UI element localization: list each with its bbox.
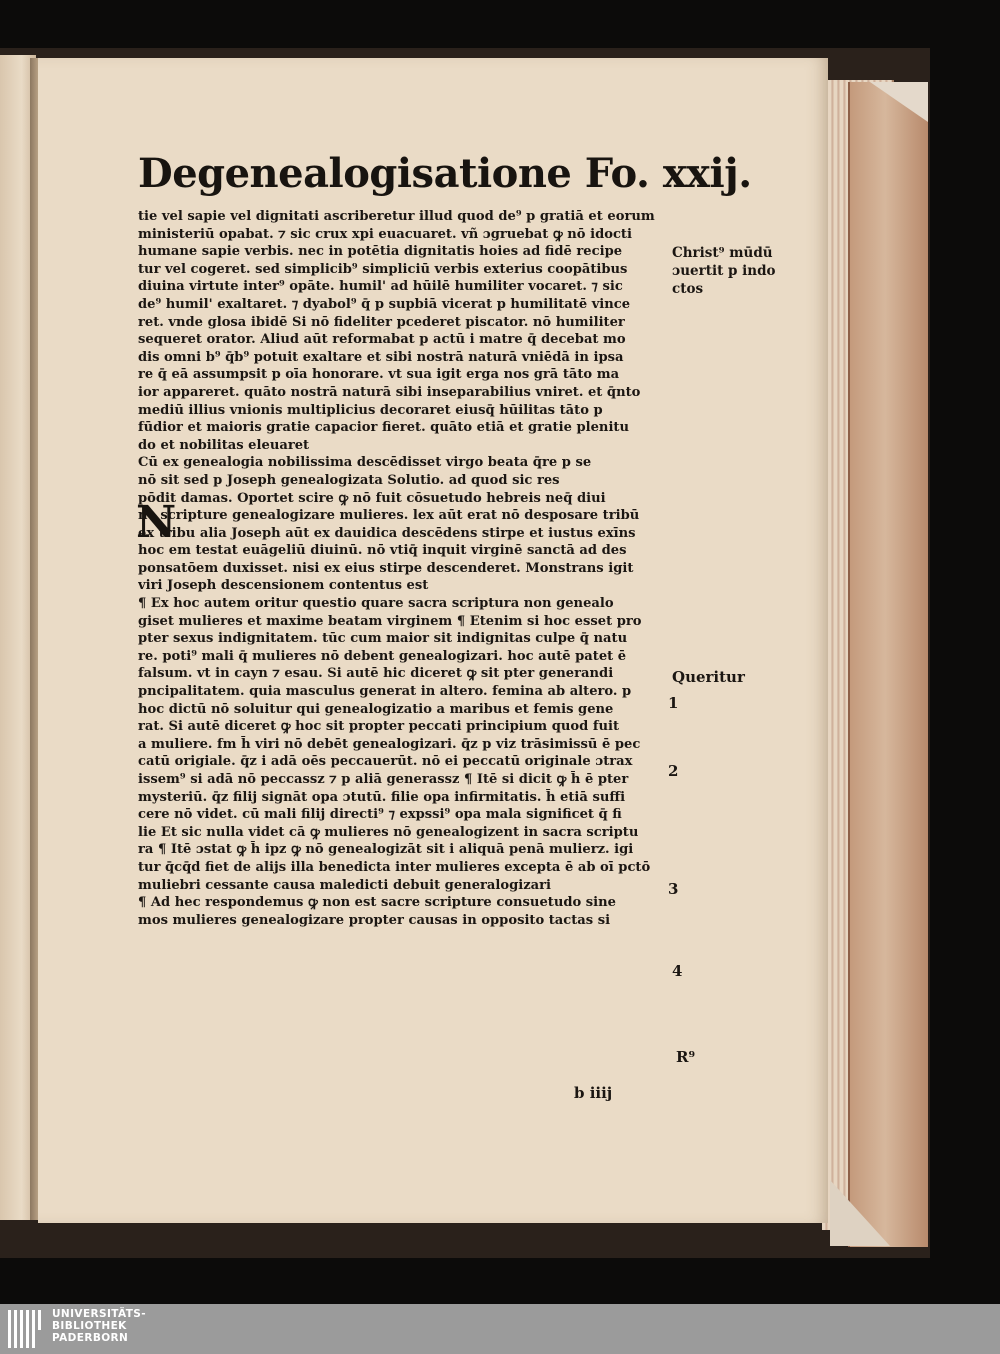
text-line: cere nō videt. cū mali filij directi⁹ ⁊ expssi⁹ opa mala significet q̄ fi [138, 807, 622, 823]
vellum-cover [848, 82, 928, 1247]
text-line: mediū illius vnionis multiplicius decoraret eiusq̄ hūilitas tāto p [138, 402, 603, 418]
text-line: do et nobilitas eleuaret [138, 437, 310, 453]
paragraph-4 [138, 894, 664, 929]
text-line: Cū ex genealogia nobilissima descēdisset virgo beata q̄re p se [138, 455, 592, 471]
drop-initial: N [136, 497, 177, 548]
text-line: humane sapie verbis. nec in potētia dignitatis hoies ad fidē recipe [138, 244, 623, 260]
text-line: catū origiale. q̄z i adā oēs peccauerūt. nō ei peccatū originale ɔtrax [138, 754, 633, 770]
footer-bar [0, 1304, 1000, 1354]
paragraph-2 [138, 454, 664, 595]
text-line: hoc em testat euāgeliū diuinū. nō vtiq̄ inquit virginē sanctā ad des [138, 543, 627, 559]
text-line: tie vel sapie vel dignitati ascriberetur illud quod de⁹ p gratiā et eorum [138, 209, 655, 224]
text-line: pōdit damas. Oportet scire ꝙ nō fuit cōsuetudo hebreis neq̄ diui [138, 490, 606, 506]
text-line: re q̄ eā assumpsit p oīa honorare. vt sua igit erga nos grā tāto ma [138, 367, 620, 383]
text-line: ex tribu alia Joseph aūt ex dauidica descēdens stirpe et iustus exīns [138, 525, 636, 541]
library-name-line: UNIVERSITÄTS- [52, 1308, 147, 1320]
text-line: muliebri cessante causa maledicti debuit generalogizari [138, 877, 552, 893]
text-line: tur q̄cq̄d fiet de alijs illa benedicta inter mulieres excepta ē ab oī pctō [138, 859, 651, 875]
library-name [52, 1308, 146, 1344]
text-line: ne scripture genealogizare mulieres. lex aūt erat nō desposare tribū [138, 508, 640, 524]
gloss-line: ɔuertit p indo [672, 263, 776, 279]
text-line: nō sit sed p Joseph genealogizata Solutio. ad quod sic res [138, 472, 560, 488]
text-line: fūdior et maioris gratie capacior fieret. quāto etiā et gratie plenitu [138, 420, 629, 436]
marginal-number-3: 3 [668, 880, 679, 898]
text-line: viri Joseph descensionem contentus est [138, 578, 429, 594]
text-line: giset mulieres et maxime beatam virginem ¶ Etenim si hoc esset pro [138, 613, 642, 629]
text-line: dis omni b⁹ q̄b⁹ potuit exaltare et sibi nostrā naturā vniēdā in ipsa [138, 349, 624, 365]
running-head: Degenealogisatione Fo. xxij. [138, 150, 752, 197]
text-line: lie Et sic nulla videt cā ꝙ mulieres nō genealogizent in sacra scriptu [138, 824, 639, 840]
paragraph-3 [138, 595, 664, 894]
gloss-line: ctos [672, 281, 704, 297]
text-line: de⁹ humil' exaltaret. ⁊ dyabol⁹ q̄ p supbiā vicerat p humilitatē vince [138, 296, 631, 312]
gloss-line: Christ⁹ mūdū [672, 245, 773, 261]
text-line: ¶ Ad hec respondemus ꝙ non est sacre scripture consuetudo sine [138, 895, 616, 911]
library-name-line: BIBLIOTHEK [52, 1320, 127, 1332]
marginal-gloss [672, 244, 776, 298]
text-line: ra ¶ Itē ɔstat ꝙ h̄ ipz ꝙ nō genealogizāt sit i aliquā penā mulierz. igi [138, 842, 634, 858]
marginal-response: R⁹ [676, 1048, 696, 1066]
text-line: ior appareret. quāto nostrā naturā sibi inseparabilius vniret. et q̄nto [138, 384, 641, 400]
text-line: sequeret orator. Aliud aūt reformabat p actū i matre q̄ decebat mo [138, 332, 626, 348]
marginal-queritur: Queritur [672, 668, 745, 686]
text-line: pter sexus indignitatem. tūc cum maior sit indignitas culpe q̄ natu [138, 631, 628, 647]
text-line: ¶ Ex hoc autem oritur questio quare sacra scriptura non genealo [138, 596, 614, 612]
text-line: mos mulieres genealogizare propter causas in opposito tactas si [138, 912, 611, 928]
text-line: a muliere. fm h̄ viri nō debēt genealogizari. q̄z p viz trāsimissū ē pec [138, 736, 641, 752]
text-line: issem⁹ si adā nō peccassz ⁊ p aliā generassz ¶ Itē si dicit ꝙ h̄ ē pter [138, 772, 629, 787]
library-name-line: PADERBORN [52, 1332, 129, 1344]
text-line: falsum. vt in cayn ⁊ esau. Si autē hic diceret ꝙ sit pter generandi [138, 666, 614, 682]
text-line: rat. Si autē diceret ꝙ hoc sit propter peccati principium quod fuit [138, 719, 620, 735]
text-line: pncipalitatem. quia masculus generat in altero. femina ab altero. p [138, 684, 632, 700]
library-logo-icon [8, 1310, 46, 1350]
text-line: re. poti⁹ mali q̄ mulieres nō debent genealogizari. hoc autē patet ē [138, 648, 627, 664]
text-column [138, 208, 664, 929]
text-line: ret. vnde glosa ibidē Si nō fideliter pcederet piscator. nō humiliter [138, 314, 625, 330]
text-line: ponsatōem duxisset. nisi ex eius stirpe descenderet. Monstrans igit [138, 560, 634, 576]
signature-mark: b iiij [574, 1084, 613, 1102]
marginal-number-4: 4 [672, 962, 683, 980]
text-line: mysteriū. q̄z filij signāt opa ɔtutū. filie opa infirmitatis. h̄ etiā suffi [138, 789, 626, 805]
paragraph-1 [138, 208, 664, 454]
text-line: diuina virtute inter⁹ opāte. humil' ad hūilē humiliter vocaret. ⁊ sic [138, 279, 623, 295]
marginal-number-2: 2 [668, 762, 679, 780]
text-line: tur vel cogeret. sed simplicib⁹ simpliciū verbis exterius coopātibus [138, 261, 628, 277]
marginal-number-1: 1 [668, 694, 679, 712]
text-line: hoc dictū nō soluitur qui genealogizatio a maribus et femis gene [138, 701, 614, 717]
text-line: ministeriū opabat. ⁊ sic crux xpi euacuaret. vñ ɔgruebat ꝙ nō idocti [138, 226, 632, 242]
